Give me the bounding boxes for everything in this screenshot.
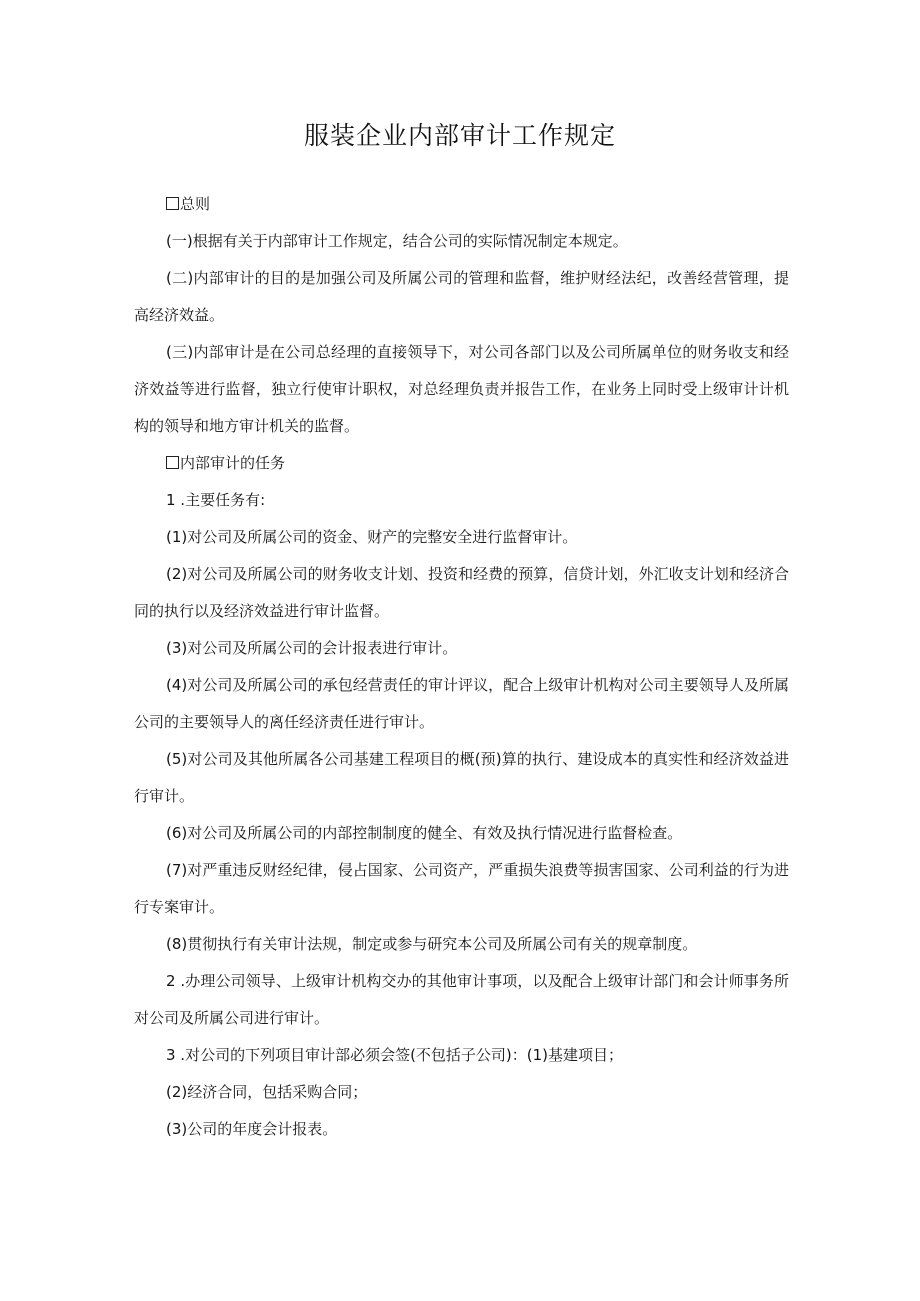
task-item-6: (6)对公司及所属公司的内部控制制度的健全、有效及执行情况进行监督检查。 (166, 824, 683, 842)
task-item-3: (3)对公司及所属公司的会计报表进行审计。 (166, 639, 458, 657)
sub-item-2: (2)经济合同，包括采购合同； (166, 1083, 368, 1101)
section-heading-general (134, 186, 789, 223)
checkbox-square-icon (166, 456, 179, 469)
task-item-2: (2)对公司及所属公司的财务收支计划、投资和经费的预算，信贷计划，外汇收支计划和经济合同的执行以及经济效益进行审计监督。 (134, 565, 789, 620)
numbered-item-3: 3 .对公司的下列项目审计部必须会签(不包括子公司)：(1)基建项目； (166, 1046, 624, 1064)
document-body (134, 186, 789, 1148)
task-item-1: (1)对公司及所属公司的资金、财产的完整安全进行监督审计。 (166, 528, 578, 546)
section-heading-text: 内部审计的任务 (180, 454, 286, 472)
task-item-4: (4)对公司及所属公司的承包经营责任的审计评议，配合上级审计机构对公司主要领导人及所属公司的主要领导人的离任经济责任进行审计。 (134, 676, 789, 731)
section-heading-tasks (134, 445, 789, 482)
checkbox-square-icon (166, 197, 179, 210)
section-heading-text: 总则 (180, 195, 211, 213)
sub-item-3: (3)公司的年度会计报表。 (166, 1120, 338, 1138)
task-item-8: (8)贯彻执行有关审计法规，制定或参与研究本公司及所属公司有关的规章制度。 (166, 935, 698, 953)
numbered-item-2: 2 .办理公司领导、上级审计机构交办的其他审计事项，以及配合上级审计部门和会计师事务所对公司及所属公司进行审计。 (134, 972, 789, 1027)
paragraph-3: (三)内部审计是在公司总经理的直接领导下，对公司各部门以及公司所属单位的财务收支和经济效益等进行监督，独立行使审计职权，对总经理负责并报告工作，在业务上同时受上级审计计机构的领导和地方审计机关的监督。 (134, 343, 789, 435)
task-item-7: (7)对严重违反财经纪律，侵占国家、公司资产，严重损失浪费等损害国家、公司利益的行为进行专案审计。 (134, 861, 789, 916)
task-item-5: (5)对公司及其他所属各公司基建工程项目的概(预)算的执行、建设成本的真实性和经济效益进行审计。 (134, 750, 789, 805)
paragraph-2: (二)内部审计的目的是加强公司及所属公司的管理和监督，维护财经法纪，改善经营管理，提高经济效益。 (134, 269, 789, 324)
document-title: 服装企业内部审计工作规定 (303, 121, 616, 150)
numbered-item-1: 1 .主要任务有: (166, 491, 266, 509)
paragraph-1: (一)根据有关于内部审计工作规定，结合公司的实际情况制定本规定。 (166, 232, 628, 250)
